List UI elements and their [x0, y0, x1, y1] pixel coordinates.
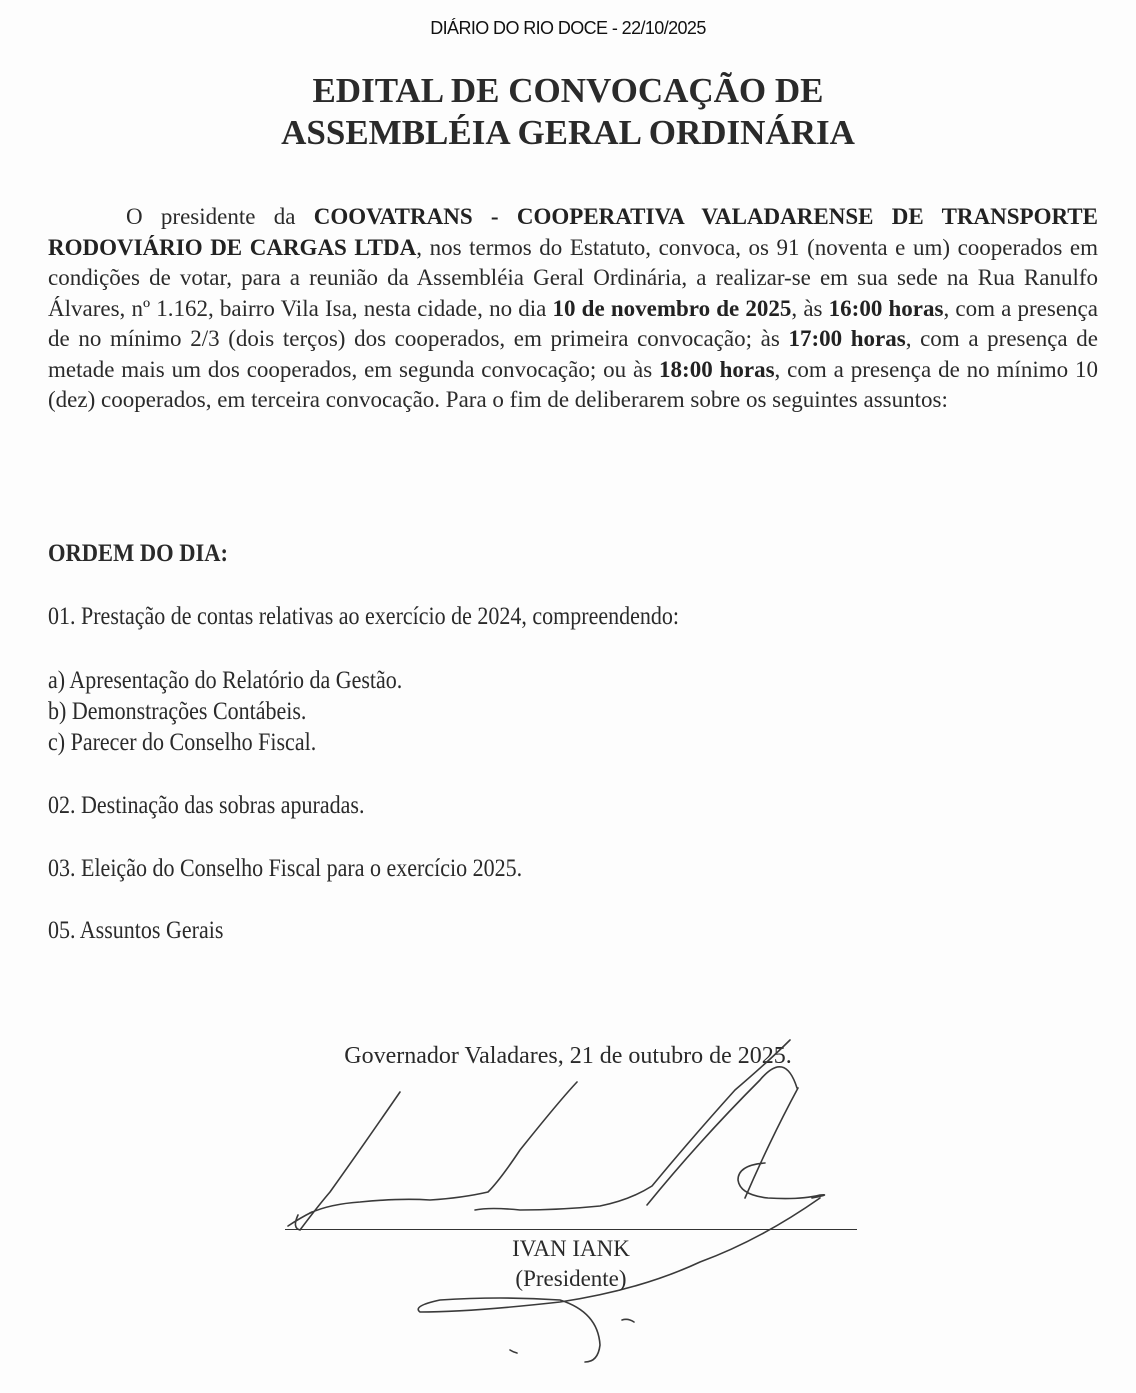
para-text: , com a presença de metade mais um dos cooperados, em segunda convocação; ou às	[48, 326, 1098, 382]
place-and-date: Governador Valadares, 21 de outubro de 2025.	[344, 1043, 792, 1069]
signer-name: IVAN IANK	[512, 1236, 630, 1261]
agenda-subitem: c) Parecer do Conselho Fiscal.	[48, 729, 317, 756]
agenda-subitem: a) Apresentação do Relatório da Gestão.	[48, 667, 403, 694]
title-line-1: EDITAL DE CONVOCAÇÃO DE	[312, 71, 824, 110]
title-line-2: ASSEMBLÉIA GERAL ORDINÁRIA	[281, 113, 855, 152]
agenda-item: 03. Eleição do Conselho Fiscal para o exercício 2025.	[48, 855, 523, 882]
agenda-subitem: b) Demonstrações Contábeis.	[48, 698, 307, 725]
para-text: O presidente da	[126, 204, 314, 229]
first-call-time: 16:00 horas	[828, 295, 944, 321]
agenda-heading: ORDEM DO DIA:	[48, 540, 228, 567]
signature-line	[285, 1229, 857, 1230]
second-call-time: 17:00 horas	[788, 326, 906, 351]
meeting-date: 10 de novembro de 2025	[552, 295, 792, 321]
signer-block	[285, 1234, 857, 1294]
convocation-paragraph	[48, 202, 1098, 416]
para-text: , nos termos do Estatuto, convoca, os 91 (noventa e um) cooperados em condições de votar, para a reunião da Assembléia Geral Ordinária, a realizar-se em sua sede na Rua Ranulfo Álvares, nº 1.162, bairro Vila Isa, nesta cidade, no dia	[48, 234, 1099, 321]
signer-role: (Presidente)	[515, 1266, 627, 1291]
agenda-item: 05. Assuntos Gerais	[48, 917, 224, 944]
agenda-item: 01. Prestação de contas relativas ao exercício de 2024, compreendendo:	[48, 603, 680, 630]
document-title	[0, 70, 1136, 154]
third-call-time: 18:00 horas	[659, 356, 775, 382]
para-text: , às	[791, 295, 829, 321]
newspaper-header: DIÁRIO DO RIO DOCE - 22/10/2025	[430, 18, 706, 38]
para-text: , com a presença de no mínimo 2/3 (dois terços) dos cooperados, em primeira convocação; às	[48, 295, 1098, 351]
para-text: , com a presença de no mínimo 10 (dez) cooperados, em terceira convocação. Para o fim de deliberarem sobre os seguintes assuntos:	[48, 356, 1098, 412]
cooperative-name: COOVATRANS - COOPERATIVA VALADARENSE DE TRANSPORTE RODOVIÁRIO DE CARGAS LTDA	[48, 204, 1098, 260]
agenda-item: 02. Destinação das sobras apuradas.	[48, 792, 365, 819]
